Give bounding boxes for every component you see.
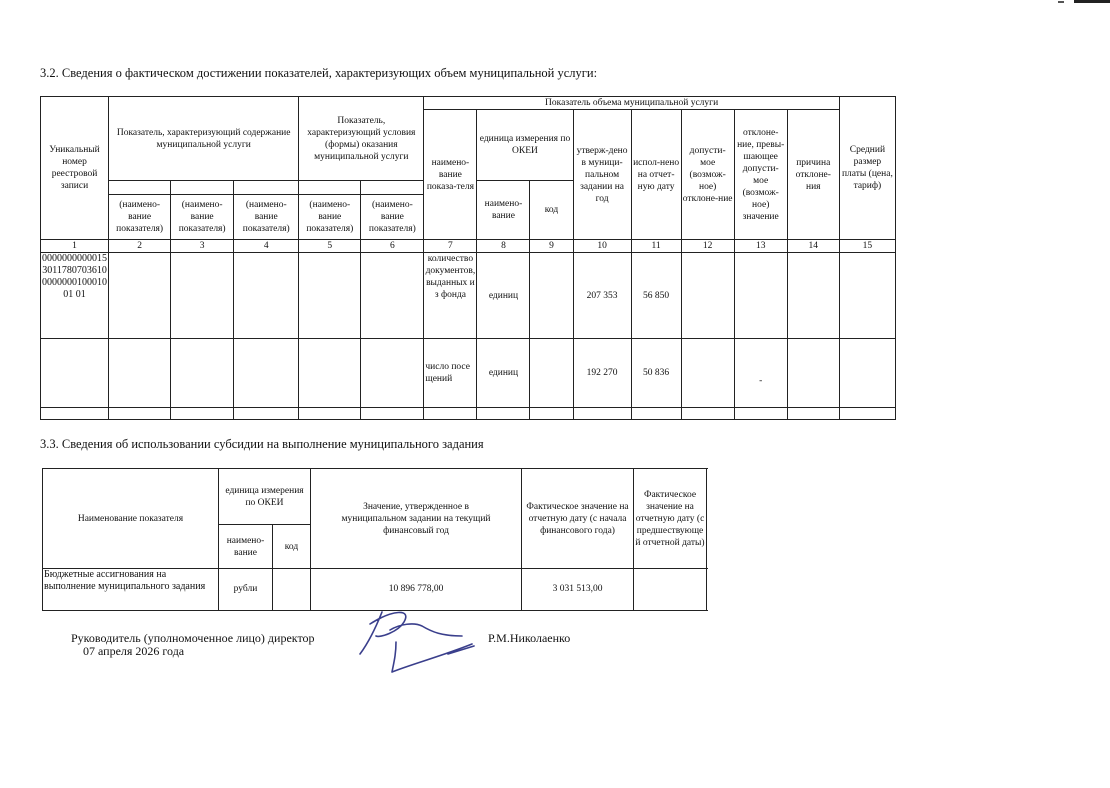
column-number: 12 — [681, 240, 734, 253]
header-sub-label: (наимено-вание показателя) — [234, 195, 299, 240]
column-number: 4 — [234, 240, 299, 253]
empty-cell — [681, 253, 734, 339]
empty-cell — [109, 181, 171, 195]
column-number: 15 — [839, 240, 895, 253]
unit-code — [273, 569, 311, 611]
actual-prev-date-value — [634, 569, 707, 611]
unit-code — [530, 339, 573, 408]
signature-date: 07 апреля 2026 года — [83, 644, 185, 658]
registry-number: 00000000000153011780703610000000010001001 01 — [41, 253, 109, 339]
column-number: 11 — [631, 240, 681, 253]
empty-cell — [234, 253, 299, 339]
header-unit-code: код — [530, 181, 573, 240]
header-unique-number: Уникальный номер реестровой записи — [41, 97, 109, 240]
empty-cell — [299, 253, 361, 339]
indicator-name: количество документов, выданных из фонда — [424, 253, 477, 339]
column-number: 5 — [299, 240, 361, 253]
header-actual-prev-date: Фактическое значение на отчетную дату (с предшествующей отчетной даты) — [634, 469, 707, 569]
column-number: 8 — [477, 240, 530, 253]
header-sub-label: (наимено-вание показателя) — [109, 195, 171, 240]
header-indicator-name: наимено-вание показа-теля — [424, 110, 477, 240]
volume-indicators-table — [40, 96, 896, 420]
signatory-name: Р.М.Николаенко — [488, 631, 571, 645]
executed-value: 56 850 — [631, 253, 681, 339]
table-row — [41, 253, 896, 339]
empty-cell — [839, 253, 895, 339]
section-3-2-title: 3.2. Сведения о фактическом достижении показателей, характеризующих объем муниципальной услуги: — [40, 66, 598, 80]
header-unit-name: наимено-вание — [219, 525, 273, 569]
header-avg-fee: Средний размер платы (цена, тариф) — [839, 97, 895, 240]
approved-value: 192 270 — [573, 339, 631, 408]
column-number: 9 — [530, 240, 573, 253]
header-volume-indicator: Показатель объема муниципальной услуги — [424, 97, 839, 110]
column-number: 3 — [171, 240, 234, 253]
unit-name: единиц — [477, 339, 530, 408]
header-unit-code: код — [273, 525, 311, 569]
header-sub-label: (наимено-вание показателя) — [299, 195, 361, 240]
header-approved: утверж-дено в муници-пальном задании на год — [573, 110, 631, 240]
exceeding-value — [734, 253, 787, 339]
header-indicator-name: Наименование показателя — [43, 469, 219, 569]
unit-name: единиц — [477, 253, 530, 339]
header-sub-label: (наимено-вание показателя) — [171, 195, 234, 240]
header-unit: единица измерения по ОКЕИ — [219, 469, 311, 525]
signatory-role: Руководитель (уполномоченное лицо) директор — [71, 631, 315, 645]
empty-cell — [171, 253, 234, 339]
registry-number — [41, 339, 109, 408]
handwritten-signature — [352, 602, 482, 674]
header-unit: единица измерения по ОКЕИ — [477, 110, 573, 181]
approved-value: 207 353 — [573, 253, 631, 339]
header-allowed-deviation: допусти-мое (возмож-ное) отклоне-ние — [681, 110, 734, 240]
indicator-name: число посещений — [424, 339, 477, 408]
empty-cell — [839, 339, 895, 408]
unit-name: рубли — [219, 569, 273, 611]
empty-cell — [361, 339, 424, 408]
column-number: 10 — [573, 240, 631, 253]
empty-cell — [109, 253, 171, 339]
exceeding-value: - — [734, 339, 787, 408]
table-row — [41, 408, 896, 420]
empty-cell — [299, 181, 361, 195]
scan-mark — [1058, 1, 1064, 3]
scan-mark — [1074, 0, 1110, 3]
header-sub-label: (наимено-вание показателя) — [361, 195, 424, 240]
column-number: 1 — [41, 240, 109, 253]
approved-value: 10 896 778,00 — [311, 569, 522, 611]
empty-cell — [171, 339, 234, 408]
empty-cell — [109, 339, 171, 408]
section-3-3-title: 3.3. Сведения об использовании субсидии на выполнение муниципального задания — [40, 437, 484, 451]
header-deviation-reason: причина отклоне-ния — [787, 110, 839, 240]
empty-cell — [787, 339, 839, 408]
empty-cell — [681, 339, 734, 408]
empty-cell — [234, 339, 299, 408]
actual-year-start-value: 3 031 513,00 — [522, 569, 634, 611]
column-number: 2 — [109, 240, 171, 253]
executed-value: 50 836 — [631, 339, 681, 408]
unit-code — [530, 253, 573, 339]
header-actual-year-start: Фактическое значение на отчетную дату (с начала финансового года) — [522, 469, 634, 569]
header-executed: испол-нено на отчет-ную дату — [631, 110, 681, 240]
empty-cell — [234, 181, 299, 195]
column-number: 7 — [424, 240, 477, 253]
column-number: 13 — [734, 240, 787, 253]
header-approved-value: Значение, утвержденное в муниципальном задании на текущий финансовый год — [311, 469, 522, 569]
column-number: 6 — [361, 240, 424, 253]
empty-cell — [361, 253, 424, 339]
header-conditions-indicator: Показатель, характеризующий условия (формы) оказания муниципальной услуги — [299, 97, 424, 181]
header-content-indicator: Показатель, характеризующий содержание муниципальной услуги — [109, 97, 299, 181]
subsidy-table — [42, 468, 707, 611]
column-number: 14 — [787, 240, 839, 253]
empty-cell — [171, 181, 234, 195]
empty-cell — [787, 253, 839, 339]
header-exceeding-deviation: отклоне-ние, превы-шающее допусти-мое (возмож-ное) значение — [734, 110, 787, 240]
table-row — [41, 339, 896, 408]
header-unit-name: наимено-вание — [477, 181, 530, 240]
empty-cell — [361, 181, 424, 195]
empty-cell — [299, 339, 361, 408]
indicator-name: Бюджетные ассигнования на выполнение муниципального задания — [43, 569, 219, 611]
